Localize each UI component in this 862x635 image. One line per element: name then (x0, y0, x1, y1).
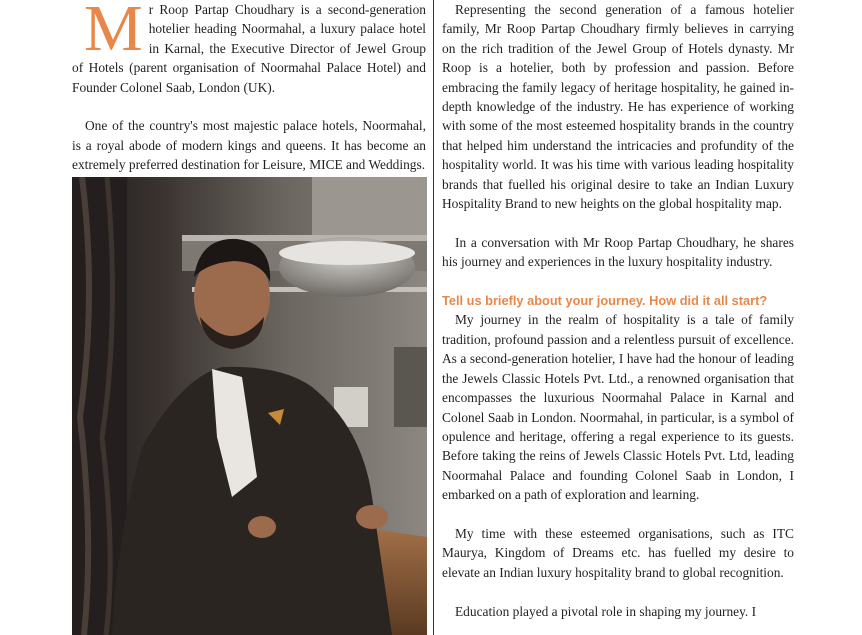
conversation-paragraph: In a conversation with Mr Roop Partap Choudhary, he shares his journey and experiences in the luxury hospitality industry. (442, 234, 794, 270)
answer-paragraph-1: My journey in the realm of hospitality is a tale of family tradition, profound passion and a relentless pursuit of excellence. As a second-generation hotelier, I have had the honour of leading the Jewels Classic Hotels Pvt. Ltd., a renowned organisation that encompasses the luxurious Noormahal Palace in Karnal and Colonel Saab in London. Noormahal, in particular, is a symbol of opulence and heritage, offering a regal experience to its guests. Before taking the reins of Jewels Classic Hotels Pvt. Ltd, leading Noormahal Palace and founding Colonel Saab in London, I embarked on a path of exploration and learning. (442, 312, 794, 503)
intro-text: r Roop Partap Choudhary is a second-generation hotelier heading Noormahal, a luxury palace hotel in Karnal, the Executive Director of Jewel Group of Hotels (parent organisation of Noormahal Palace Hotel) and Founder Colonel Saab, London (UK). (72, 2, 426, 95)
drop-cap: M (84, 0, 143, 65)
intro-paragraph (72, 0, 426, 97)
answer-paragraph-2: My time with these esteemed organisations, such as ITC Maurya, Kingdom of Dreams etc. has fuelled my desire to elevate an Indian luxury hospitality brand to global recognition. (442, 525, 794, 580)
answer-paragraph-3: Education played a pivotal role in shaping my journey. I (455, 603, 757, 619)
palace-paragraph: One of the country's most majestic palace hotels, Noormahal, is a royal abode of modern kings and queens. It has become an extremely preferred destination for Leisure, MICE and Weddings. (72, 118, 426, 173)
background-paragraph: Representing the second generation of a famous hotelier family, Mr Roop Partap Choudhary firmly believes in carrying on the rich tradition of the Jewel Group of Hotels dynasty. Mr Roop is a hotelier, both by profession and passion. Before embracing the family legacy of heritage hospitality, he gained in-depth knowledge of the industry. He has experience of working with some of the most esteemed hospitality brands in the country that helped him understand the intricacies and profundity of the hospitality world. It was his time with various leading hospitality brands that fuelled his original desire to take an Indian Luxury Hospitality Brand to new heights on the global hospitality map. (442, 2, 794, 212)
column-divider (433, 0, 434, 635)
portrait-photo (72, 177, 427, 635)
left-column (72, 0, 426, 175)
right-column (442, 0, 794, 621)
question-heading: Tell us briefly about your journey. How did it all start? (442, 293, 768, 309)
